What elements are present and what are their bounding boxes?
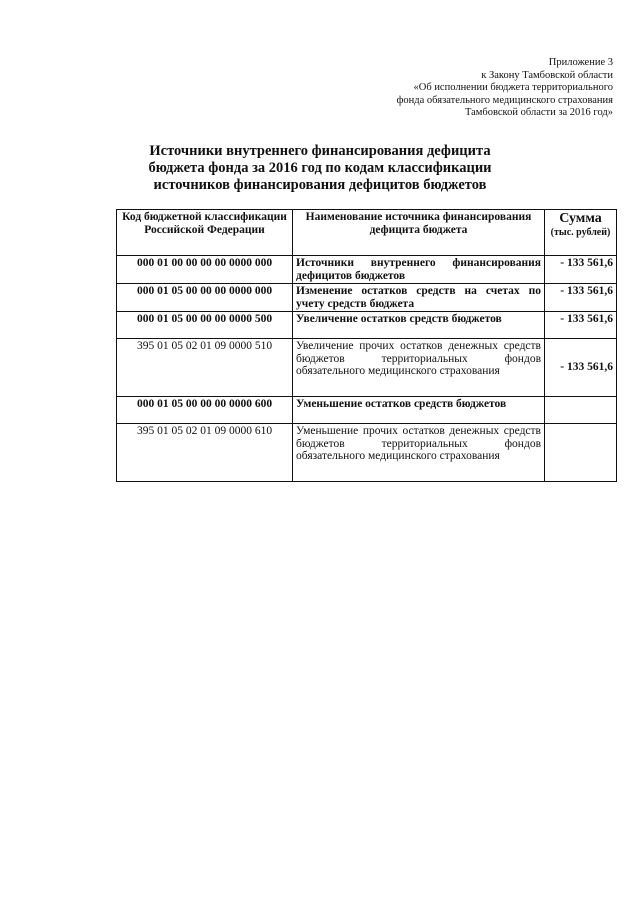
appendix-line: Приложение 3	[548, 57, 613, 68]
table-row	[117, 312, 617, 339]
table-header-row	[117, 210, 617, 256]
appendix-line: «Об исполнении бюджета территориального	[413, 82, 613, 94]
table-row	[117, 397, 617, 424]
header-sum-unit: (тыс. рублей)	[550, 227, 611, 238]
appendix-line: к Закону Тамбовской области	[481, 69, 613, 81]
appendix-line: Тамбовской области за 2016 год»	[464, 107, 613, 119]
table-row	[117, 256, 617, 284]
financing-sources-table	[116, 209, 617, 482]
appendix-header	[397, 57, 613, 120]
row-code: 000 01 05 00 00 00 0000 500	[117, 312, 293, 339]
row-name: Увеличение прочих остатков денежных средств бюджетов территориальных фондов обязательного медицинского страхования	[293, 339, 545, 397]
header-sum-label: Сумма	[559, 211, 602, 226]
row-sum	[545, 397, 617, 424]
row-name: Увеличение остатков средств бюджетов	[293, 312, 545, 339]
header-sum	[545, 210, 617, 256]
appendix-line: фонда обязательного медицинского страхования	[396, 94, 613, 106]
header-code: Код бюджетной классификации Российской Федерации	[117, 210, 293, 256]
table-row	[117, 339, 617, 397]
row-sum: - 133 561,6	[545, 312, 617, 339]
row-sum: - 133 561,6	[545, 284, 617, 312]
title-line: источников финансирования дефицитов бюджетов	[153, 177, 487, 193]
row-name: Источники внутреннего финансирования дефицитов бюджетов	[293, 256, 545, 284]
row-name: Изменение остатков средств на счетах по учету средств бюджета	[293, 284, 545, 312]
row-code: 000 01 05 00 00 00 0000 600	[117, 397, 293, 424]
row-code: 395 01 05 02 01 09 0000 510	[117, 339, 293, 397]
header-name: Наименование источника финансирования дефицита бюджета	[293, 210, 545, 256]
table-row	[117, 284, 617, 312]
title-line: бюджета фонда за 2016 год по кодам классификации	[148, 160, 492, 176]
row-name: Уменьшение прочих остатков денежных средств бюджетов территориальных фондов обязательного медицинского страхования	[293, 424, 545, 482]
document-title	[100, 143, 540, 194]
table-row	[117, 424, 617, 482]
row-code: 000 01 00 00 00 00 0000 000	[117, 256, 293, 284]
row-sum	[545, 424, 617, 482]
row-code: 000 01 05 00 00 00 0000 000	[117, 284, 293, 312]
row-sum: - 133 561,6	[545, 339, 617, 397]
row-code: 395 01 05 02 01 09 0000 610	[117, 424, 293, 482]
title-line: Источники внутреннего финансирования дефицита	[149, 143, 491, 159]
row-name: Уменьшение остатков средств бюджетов	[293, 397, 545, 424]
row-sum: - 133 561,6	[545, 256, 617, 284]
